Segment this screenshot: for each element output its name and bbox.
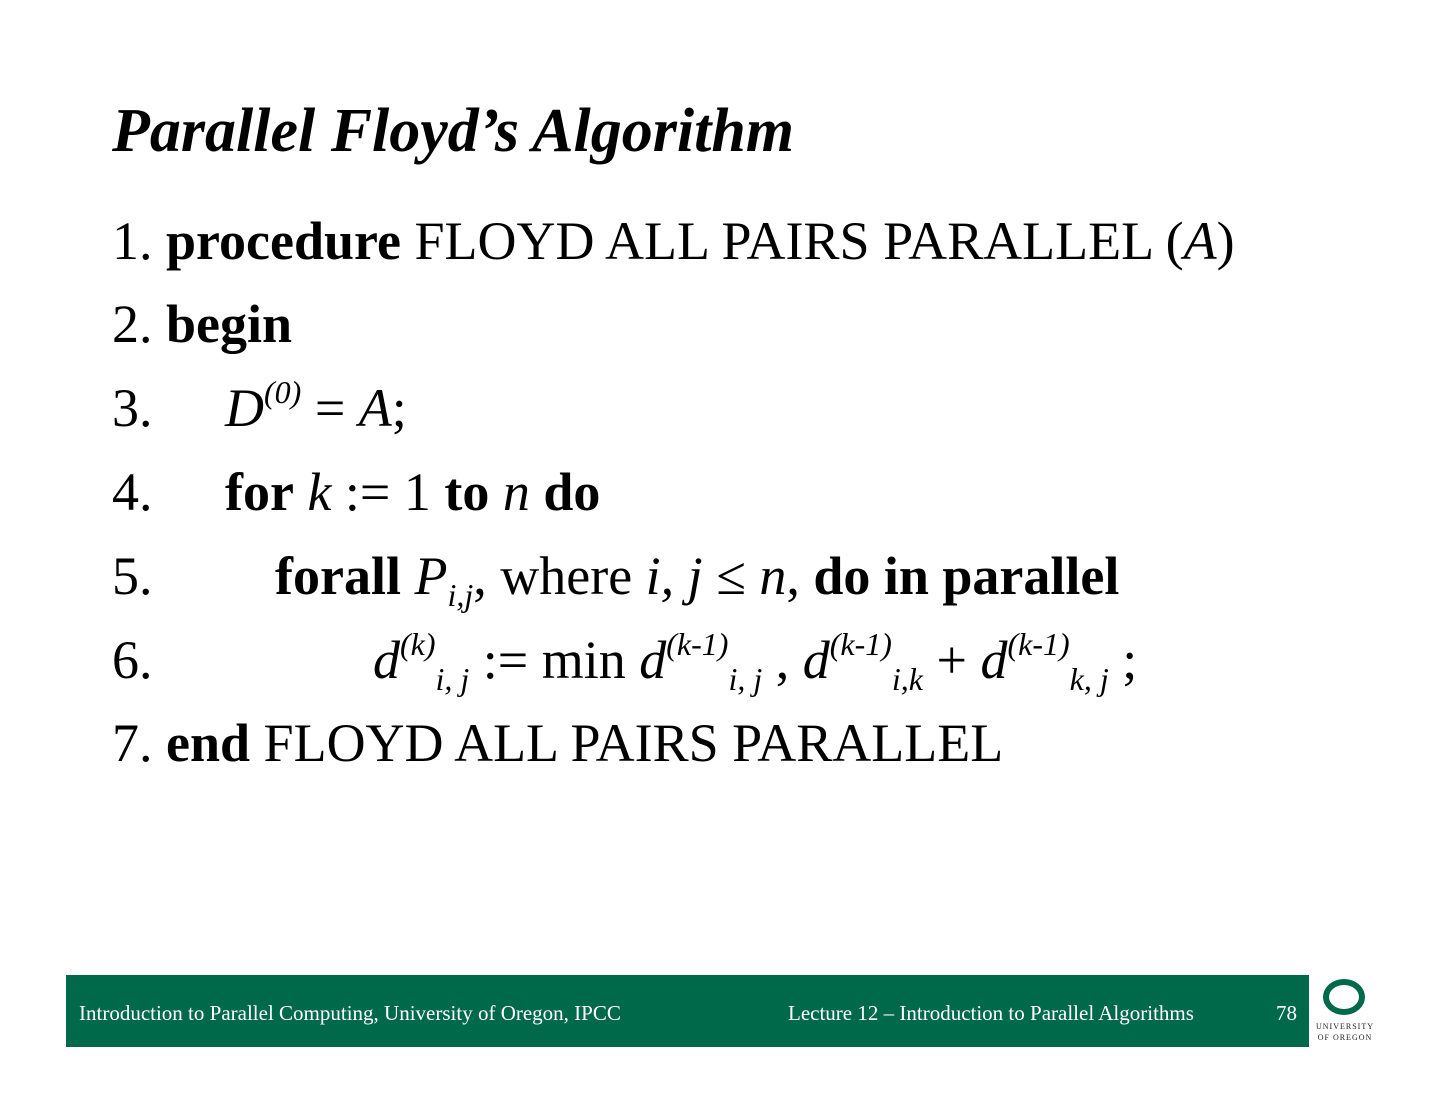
keyword-begin: begin — [166, 294, 293, 354]
footer-course-title: Introduction to Parallel Computing, University of Oregon, IPCC — [79, 1001, 621, 1025]
university-logo — [1310, 975, 1376, 1047]
line-number: 6. — [112, 630, 153, 690]
o-logo-icon — [1323, 979, 1365, 1015]
line-number: 5. — [112, 546, 153, 606]
line-number: 1. — [112, 211, 153, 271]
line-number: 7. — [112, 713, 153, 773]
footer-page-number: 78 — [1276, 1001, 1297, 1025]
algorithm-line-3: 3. $D^{(0)} = A$; — [112, 374, 407, 438]
line-number: 3. — [112, 378, 153, 438]
keyword-end: end — [166, 713, 251, 773]
algorithm-line-7: 7. end FLOYD ALL PAIRS PARALLEL — [112, 713, 1004, 773]
footer-lecture-title: Lecture 12 – Introduction to Parallel Algorithms — [788, 1001, 1194, 1025]
line-number: 4. — [112, 462, 153, 522]
algorithm-line-5: 5. forall $P_{i,j}$, where i, j ≤ n, do in parallel — [112, 546, 1120, 613]
algorithm-line-6: 6. $d^{(k)}_{i, j}$ := $\min d^{(k-1)}_{i, j}$ , $d^{(k-1)}_{i,k} + d^{(k-1)}_{k, j}$ ; — [112, 626, 1138, 697]
algorithm-line-1: 1. procedure FLOYD ALL PAIRS PARALLEL (A) — [112, 211, 1235, 271]
keyword-procedure: procedure — [166, 211, 401, 271]
footer-bar — [66, 975, 1309, 1047]
line-number: 2. — [112, 294, 153, 354]
slide-title: Parallel Floyd’s Algorithm — [112, 97, 795, 165]
algorithm-line-4: 4. for k := 1 to n do — [112, 462, 601, 522]
logo-text: UNIVERSITY OF OREGON — [1316, 1022, 1374, 1042]
algorithm-line-2 — [112, 294, 293, 354]
